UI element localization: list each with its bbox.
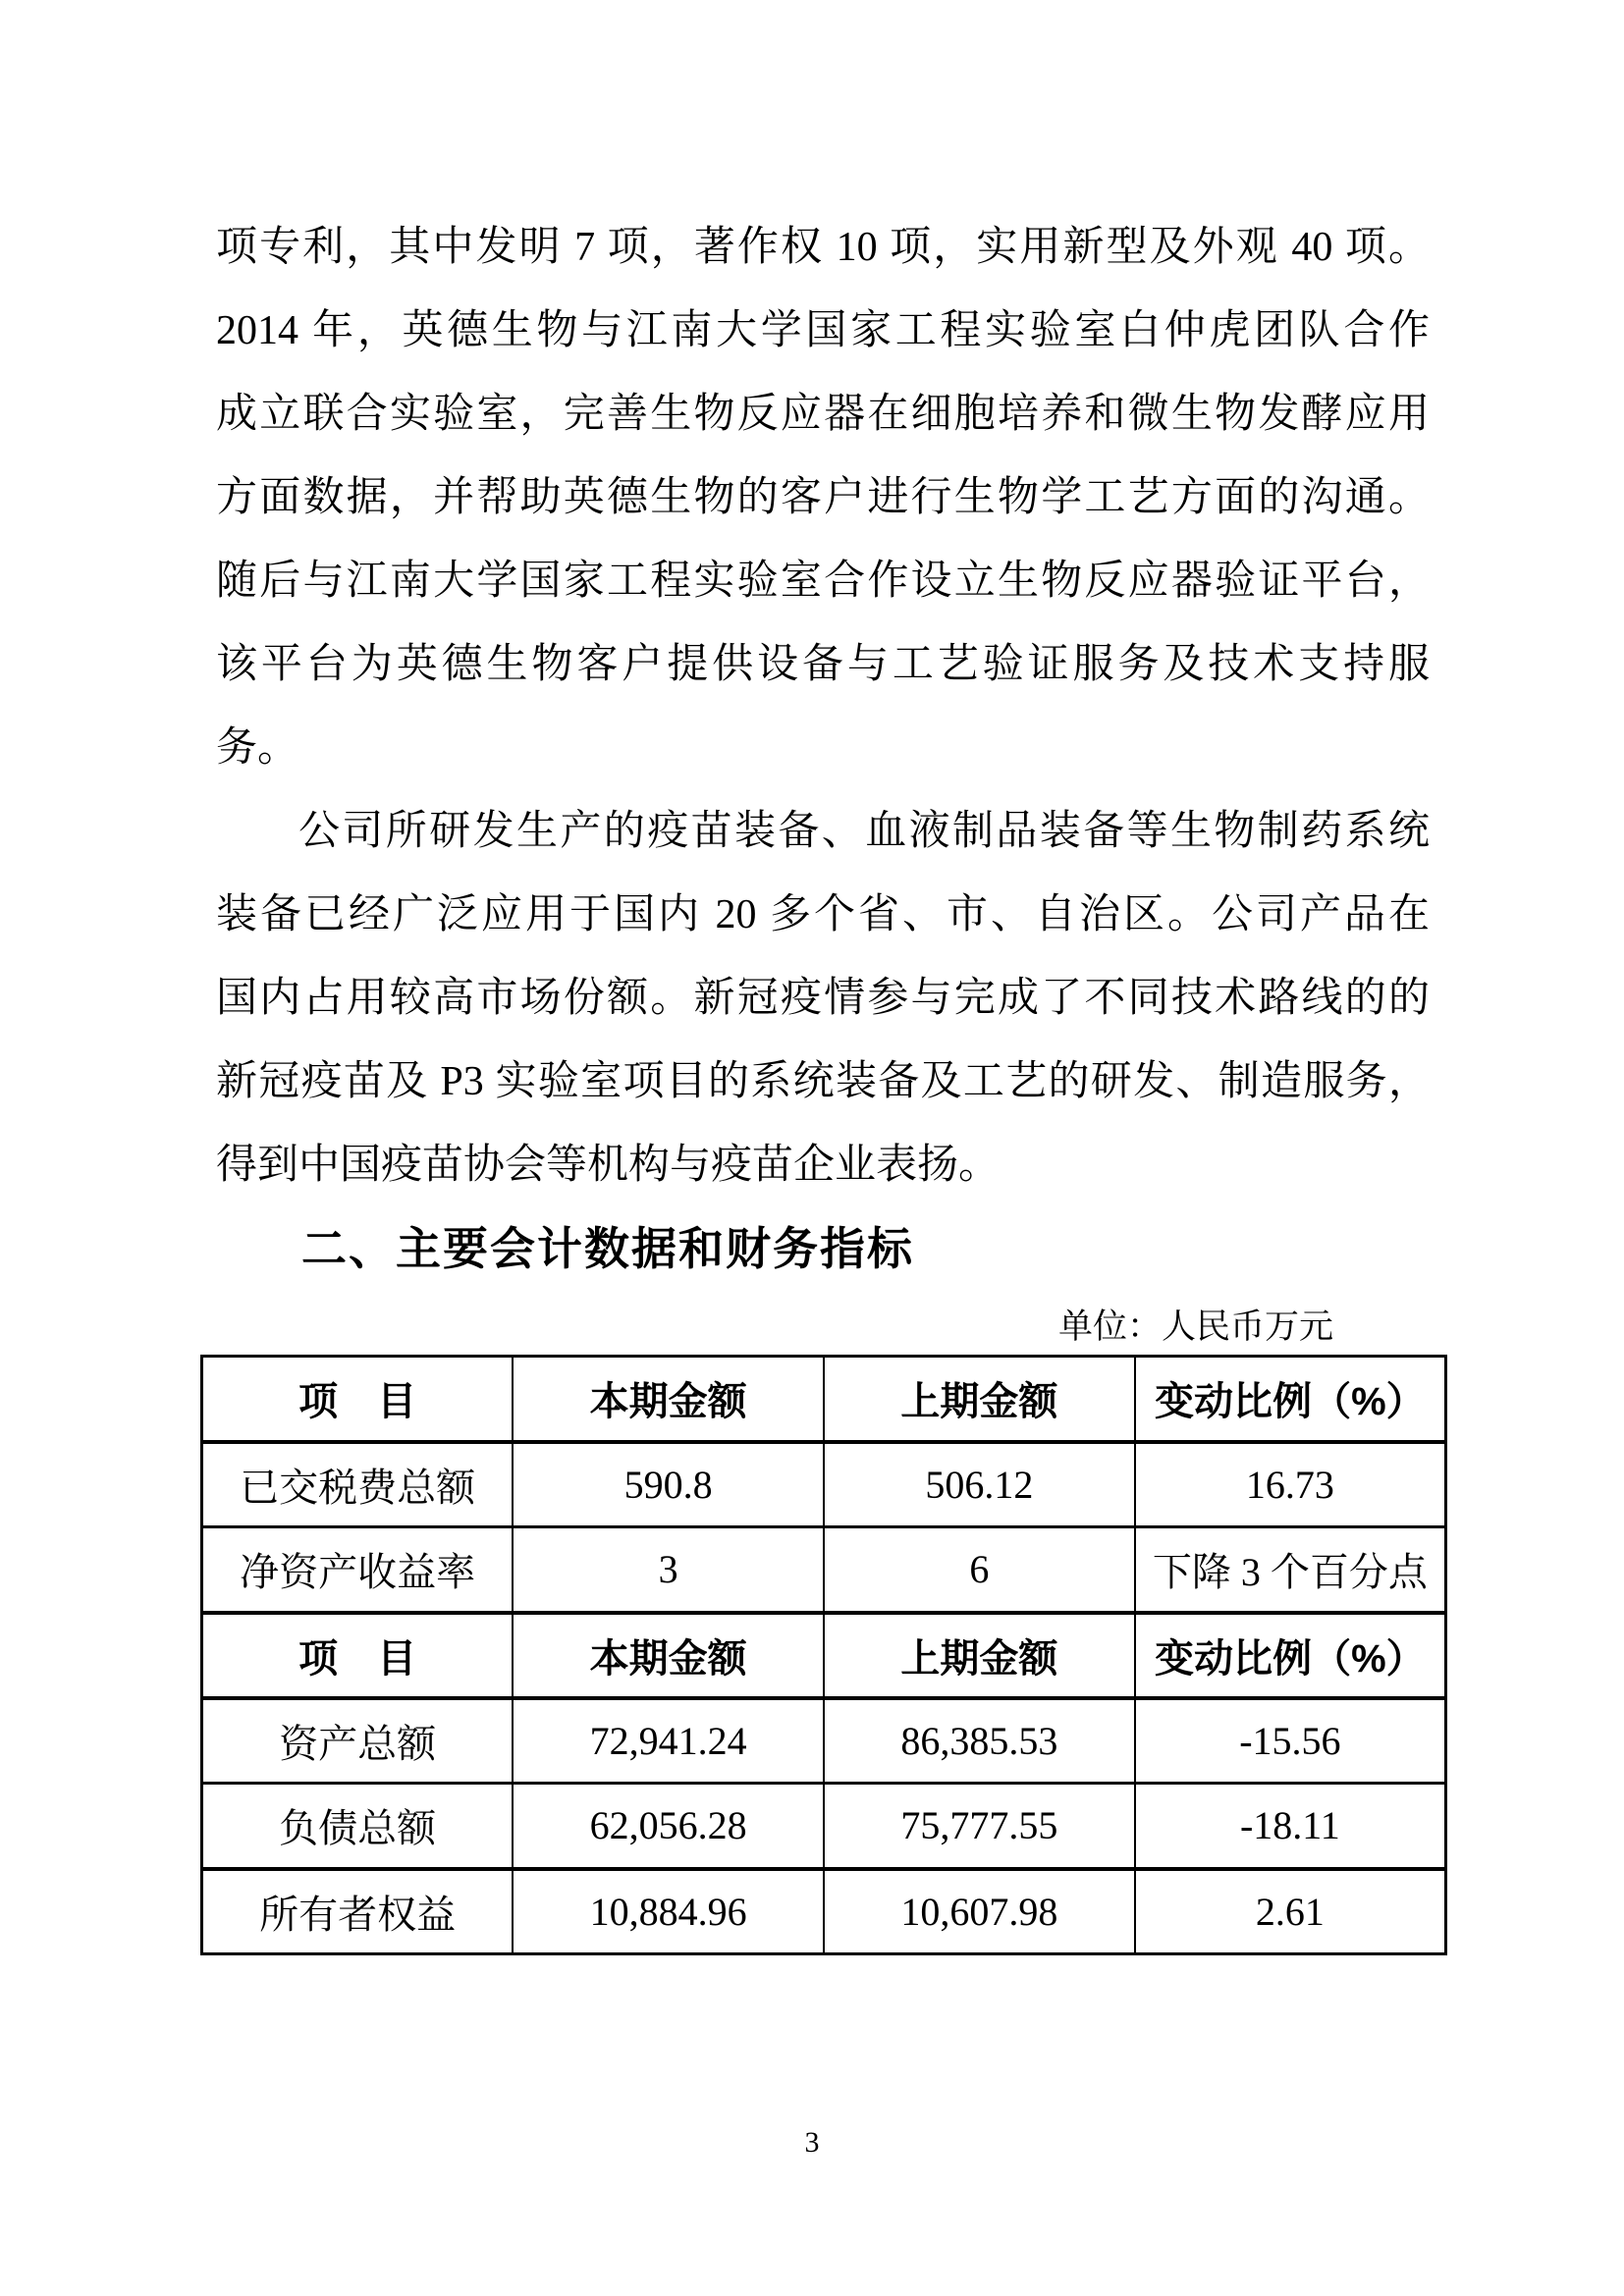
table-row [202, 1527, 1446, 1613]
header-cell-current: 本期金额 [513, 1613, 824, 1698]
cell-change: 2.61 [1135, 1869, 1446, 1954]
table-header-row [202, 1613, 1446, 1698]
paragraph2-line: 国内占用较高市场份额。新冠疫情参与完成了不同技术路线的的 [216, 976, 1430, 1021]
cell-change: 下降 3 个百分点 [1135, 1527, 1446, 1613]
cell-current: 62,056.28 [513, 1784, 824, 1869]
table-row [202, 1442, 1446, 1527]
cell-previous: 6 [824, 1527, 1135, 1613]
paragraph1-line: 项专利，其中发明 7 项，著作权 10 项，实用新型及外观 40 项。 [216, 225, 1430, 270]
paragraph1-line: 方面数据，并帮助英德生物的客户进行生物学工艺方面的沟通。 [216, 475, 1430, 520]
table-row [202, 1784, 1446, 1869]
header-cell-item: 项 目 [202, 1357, 514, 1442]
cell-change: 16.73 [1135, 1442, 1446, 1527]
section-heading: 二、主要会计数据和财务指标 [301, 1223, 914, 1274]
paragraph1-line: 随后与江南大学国家工程实验室合作设立生物反应器验证平台， [216, 559, 1430, 604]
cell-item: 净资产收益率 [202, 1527, 514, 1613]
paragraph2-line: 公司所研发生产的疫苗装备、血液制品装备等生物制药系统 [298, 809, 1430, 854]
header-cell-current: 本期金额 [513, 1357, 824, 1442]
cell-current: 72,941.24 [513, 1698, 824, 1784]
table-row [202, 1698, 1446, 1784]
header-cell-item: 项 目 [202, 1613, 514, 1698]
header-cell-change: 变动比例（%） [1135, 1613, 1446, 1698]
header-cell-previous: 上期金额 [824, 1613, 1135, 1698]
table-row [202, 1869, 1446, 1954]
header-cell-previous: 上期金额 [824, 1357, 1135, 1442]
unit-note: 单位：人民币万元 [1057, 1308, 1333, 1346]
paragraph2-line: 装备已经广泛应用于国内 20 多个省、市、自治区。公司产品在 [216, 892, 1430, 937]
cell-previous: 506.12 [824, 1442, 1135, 1527]
paragraph1-line: 该平台为英德生物客户提供设备与工艺验证服务及技术支持服 [216, 642, 1430, 687]
cell-current: 590.8 [513, 1442, 824, 1527]
paragraph2-line: 得到中国疫苗协会等机构与疫苗企业表扬。 [216, 1143, 1001, 1188]
cell-previous: 10,607.98 [824, 1869, 1135, 1954]
paragraph2-line: 新冠疫苗及 P3 实验室项目的系统装备及工艺的研发、制造服务， [216, 1059, 1430, 1104]
paragraph1-line: 成立联合实验室，完善生物反应器在细胞培养和微生物发酵应用 [216, 392, 1430, 437]
body-text [216, 206, 1430, 1207]
paragraph1-line: 2014 年，英德生物与江南大学国家工程实验室白仲虎团队合作 [216, 308, 1430, 353]
cell-item: 负债总额 [202, 1784, 514, 1869]
cell-previous: 86,385.53 [824, 1698, 1135, 1784]
cell-current: 10,884.96 [513, 1869, 824, 1954]
cell-item: 资产总额 [202, 1698, 514, 1784]
page-number: 3 [804, 2126, 820, 2159]
cell-previous: 75,777.55 [824, 1784, 1135, 1869]
table-header-row [202, 1357, 1446, 1442]
paragraph1-line: 务。 [216, 725, 299, 771]
header-cell-change: 变动比例（%） [1135, 1357, 1446, 1442]
financial-table [200, 1355, 1447, 1955]
cell-item: 已交税费总额 [202, 1442, 514, 1527]
cell-item: 所有者权益 [202, 1869, 514, 1954]
cell-current: 3 [513, 1527, 824, 1613]
cell-change: -18.11 [1135, 1784, 1446, 1869]
cell-change: -15.56 [1135, 1698, 1446, 1784]
